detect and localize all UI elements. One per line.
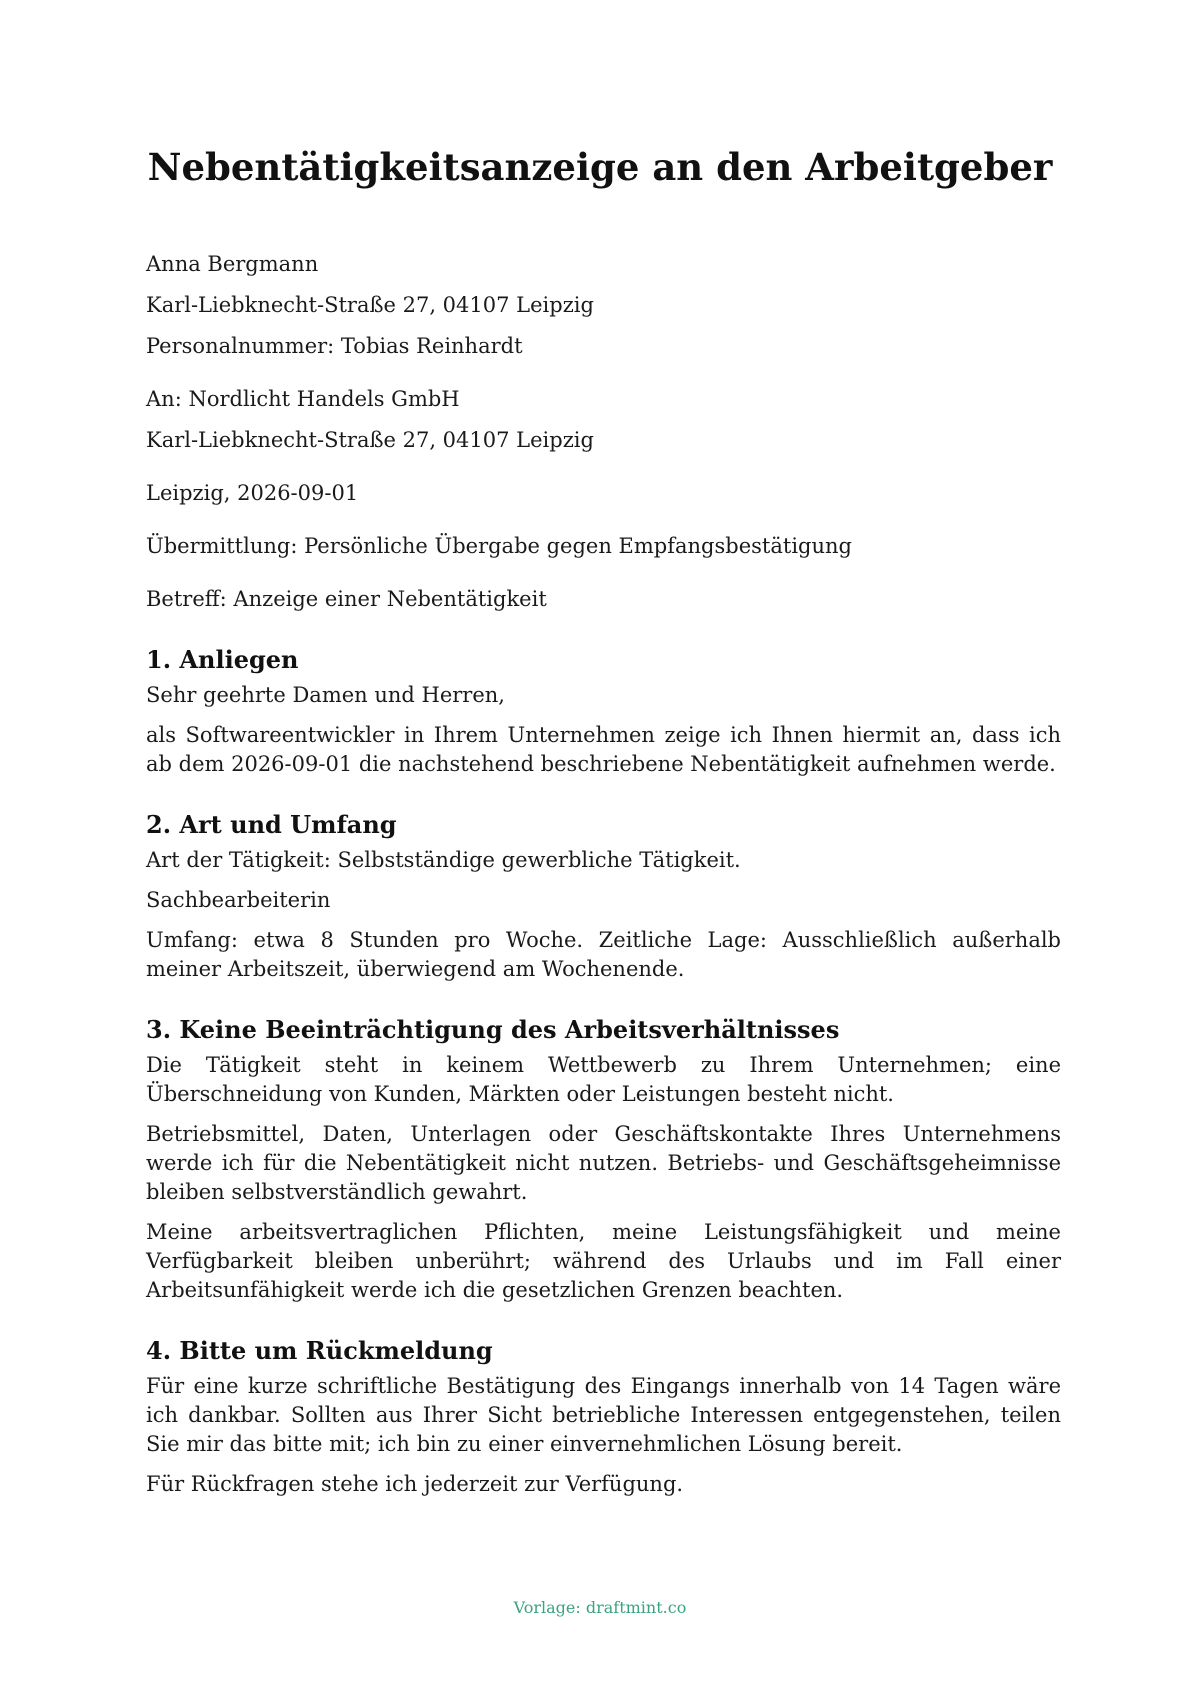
sender-personnel-number: Personalnummer: Tobias Reinhardt xyxy=(146,334,523,358)
section-keine-beeintraechtigung xyxy=(146,1015,1061,1305)
template-source-footer: Vorlage: draftmint.co xyxy=(513,1598,687,1617)
section-paragraph: Art der Tätigkeit: Selbstständige gewerbliche Tätigkeit. xyxy=(146,848,741,872)
section-paragraph: Die Tätigkeit steht in keinem Wettbewerb zu Ihrem Unternehmen; eine Überschneidung von Kunden, Märkten oder Leistungen besteht nicht. xyxy=(146,1053,1061,1106)
place-date: Leipzig, 2026-09-01 xyxy=(146,481,359,505)
section-paragraph: Umfang: etwa 8 Stunden pro Woche. Zeitliche Lage: Ausschließlich außerhalb meiner Arbeitszeit, überwiegend am Wochenende. xyxy=(146,928,1061,981)
section-paragraph: Sachbearbeiterin xyxy=(146,888,331,912)
section-anliegen xyxy=(146,645,1061,779)
section-paragraph: Für eine kurze schriftliche Bestätigung des Eingangs innerhalb von 14 Tagen wäre ich dankbar. Sollten aus Ihrer Sicht betriebliche Interessen entgegenstehen, teilen Sie mir das bitte mit; ich bin zu einer einvernehmlichen Lösung bereit. xyxy=(146,1374,1061,1456)
recipient-block xyxy=(146,384,1061,455)
section-heading: 1. Anliegen xyxy=(146,645,299,674)
section-paragraph: als Softwareentwickler in Ihrem Unternehmen zeige ich Ihnen hiermit an, dass ich ab dem 2026-09-01 die nachstehend beschriebene Nebentätigkeit aufnehmen werde. xyxy=(146,723,1061,776)
transmission-block xyxy=(146,531,1061,561)
subject-line: Betreff: Anzeige einer Nebentätigkeit xyxy=(146,587,547,611)
recipient-company: An: Nordlicht Handels GmbH xyxy=(146,387,460,411)
subject-block xyxy=(146,584,1061,614)
sender-block xyxy=(146,249,1061,361)
section-paragraph: Meine arbeitsvertraglichen Pflichten, meine Leistungsfähigkeit und meine Verfügbarkeit bleiben unberührt; während des Urlaubs und im Fall einer Arbeitsunfähigkeit werde ich die gesetzlichen Grenzen beachten. xyxy=(146,1220,1061,1302)
section-bitte-um-rueckmeldung xyxy=(146,1336,1061,1499)
transmission-method: Übermittlung: Persönliche Übergabe gegen Empfangsbestätigung xyxy=(146,534,852,558)
sender-address: Karl-Liebknecht-Straße 27, 04107 Leipzig xyxy=(146,293,594,317)
section-art-und-umfang xyxy=(146,810,1061,984)
section-paragraph: Für Rückfragen stehe ich jederzeit zur Verfügung. xyxy=(146,1472,684,1496)
section-heading: 3. Keine Beeinträchtigung des Arbeitsverhältnisses xyxy=(146,1015,840,1044)
recipient-address: Karl-Liebknecht-Straße 27, 04107 Leipzig xyxy=(146,428,594,452)
sender-name: Anna Bergmann xyxy=(146,252,319,276)
section-paragraph: Betriebsmittel, Daten, Unterlagen oder Geschäftskontakte Ihres Unternehmens werde ich für die Nebentätigkeit nicht nutzen. Betriebs- und Geschäftsgeheimnisse bleiben selbstverständlich gewahrt. xyxy=(146,1122,1061,1204)
section-heading: 2. Art und Umfang xyxy=(146,810,397,839)
section-heading: 4. Bitte um Rückmeldung xyxy=(146,1336,493,1365)
document-body xyxy=(146,249,1061,1499)
section-paragraph: Sehr geehrte Damen und Herren, xyxy=(146,683,505,707)
document-title: Nebentätigkeitsanzeige an den Arbeitgeber xyxy=(147,145,1053,189)
date-block xyxy=(146,478,1061,508)
